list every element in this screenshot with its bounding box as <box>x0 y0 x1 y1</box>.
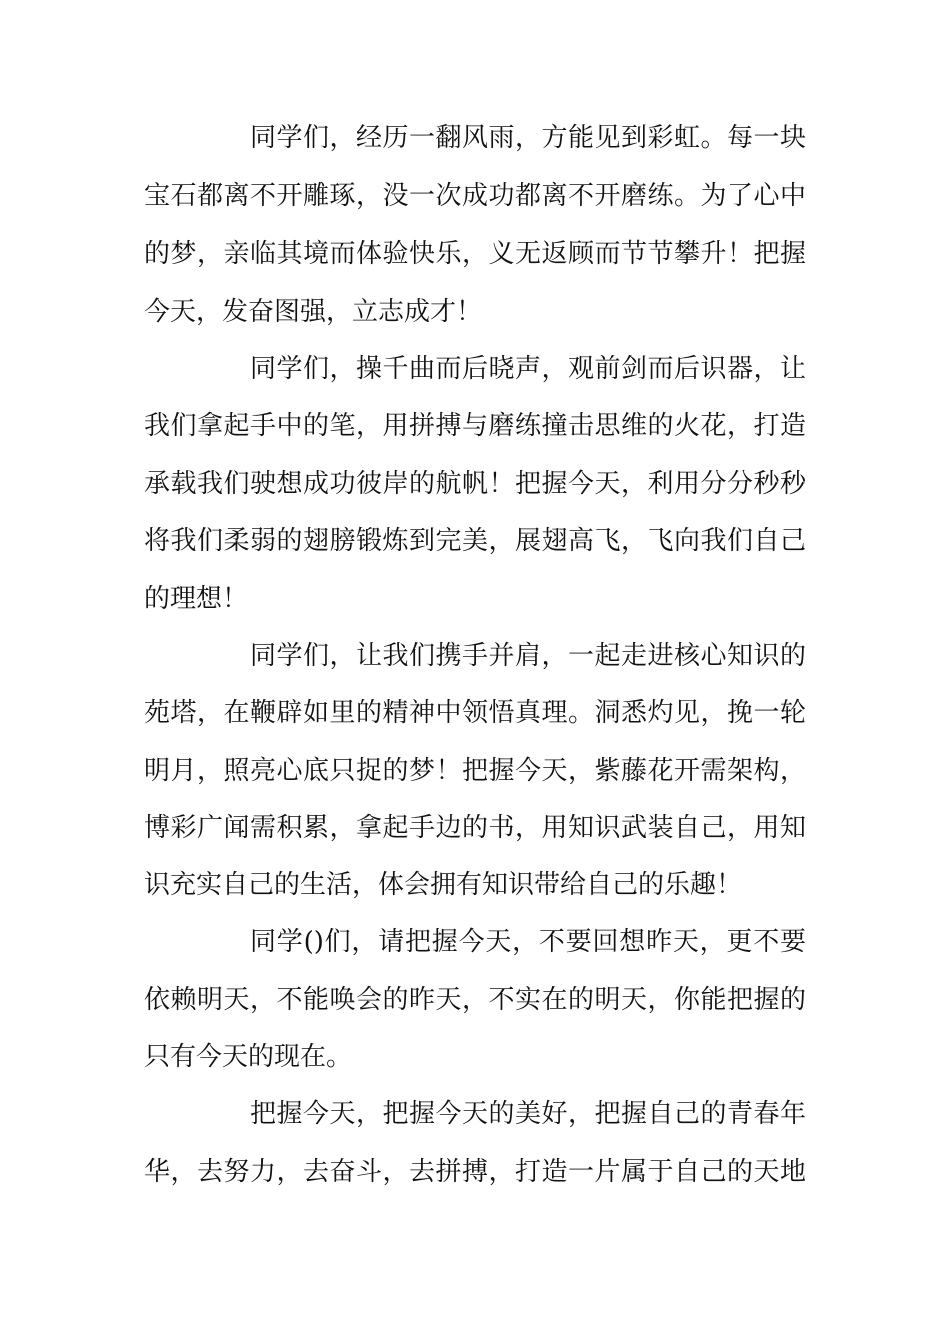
paragraph-1-line-3: 的梦，亲临其境而体验快乐，义无返顾而节节攀升！把握 <box>144 239 806 269</box>
paragraph-3-line-3: 明月，照亮心底只捉的梦！把握今天，紫藤花开需架构， <box>144 756 806 786</box>
paragraph-2-line-3: 承载我们驶想成功彼岸的航帆！把握今天，利用分分秒秒 <box>144 469 806 499</box>
paragraph-3-line-5: 识充实自己的生活，体会拥有知识带给自己的乐趣！ <box>144 870 743 900</box>
paragraph-4-line-3: 只有今天的现在。 <box>144 1042 353 1072</box>
paragraph-2-line-4: 将我们柔弱的翅膀锻炼到完美，展翅高飞，飞向我们自己 <box>144 526 806 556</box>
paragraph-5-line-1: 把握今天，把握今天的美好，把握自己的青春年 <box>250 1099 806 1129</box>
paragraph-3-line-2: 苑塔，在鞭辟如里的精神中领悟真理。洞悉灼见，挽一轮 <box>144 698 806 728</box>
paragraph-2-line-5: 的理想！ <box>144 584 249 614</box>
paragraph-1-line-1: 同学们，经历一翻风雨，方能见到彩虹。每一块 <box>250 123 806 153</box>
paragraph-4-line-2: 依赖明天，不能唤会的昨天，不实在的明天，你能把握的 <box>144 985 806 1015</box>
paragraph-1-line-2: 宝石都离不开雕琢，没一次成功都离不开磨练。为了心中 <box>144 181 806 211</box>
paragraph-3-line-4: 博彩广闻需积累，拿起手边的书，用知识武装自己，用知 <box>144 813 806 843</box>
paragraph-1-line-4: 今天，发奋图强，立志成才！ <box>144 297 483 327</box>
paragraph-5-line-2: 华，去努力，去奋斗，去拼搏，打造一片属于自己的天地 <box>144 1157 806 1187</box>
paragraph-3-line-1: 同学们，让我们携手并肩，一起走进核心知识的 <box>250 641 806 671</box>
paragraph-2-line-2: 我们拿起手中的笔，用拼搏与磨练撞击思维的火花，打造 <box>144 411 806 441</box>
paragraph-4-line-1: 同学()们，请把握今天，不要回想昨天，更不要 <box>250 927 806 957</box>
paragraph-2-line-1: 同学们，操千曲而后晓声，观前剑而后识器，让 <box>250 354 806 384</box>
